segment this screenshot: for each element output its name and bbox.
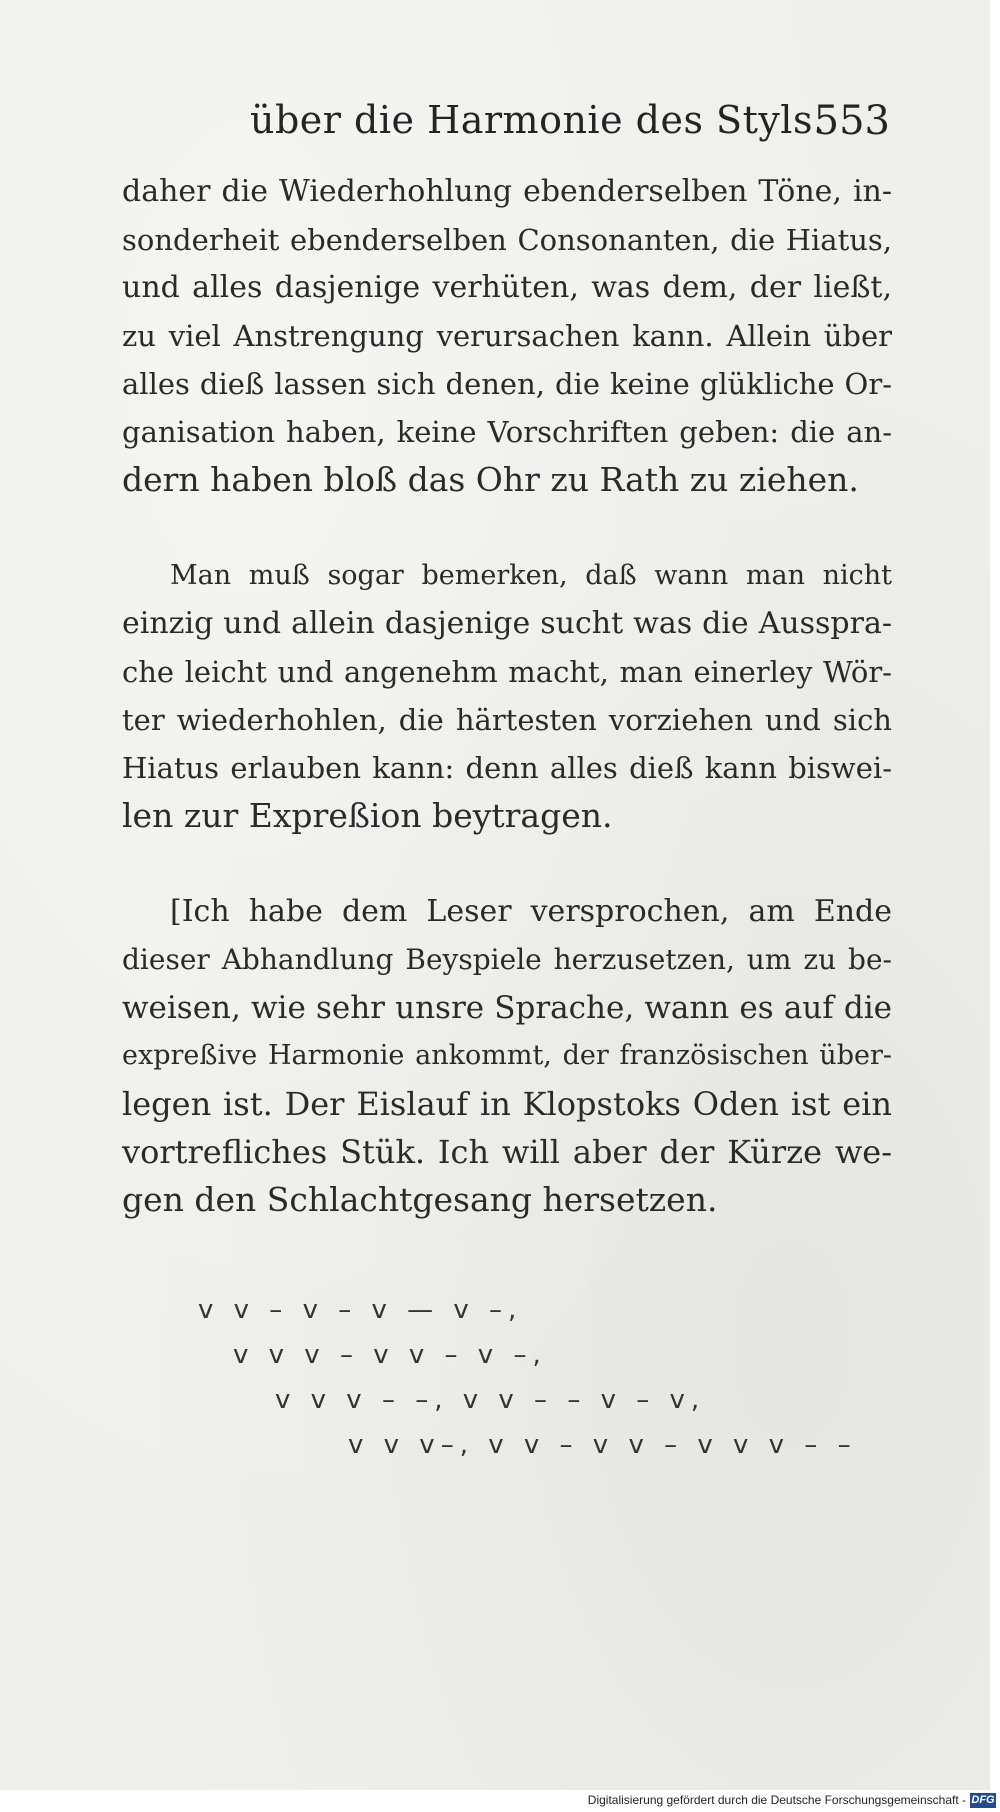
footer-bar xyxy=(0,1790,1000,1812)
text-line: gen den Schlachtgesang hersetzen. xyxy=(122,1180,718,1219)
meter-line: v v – v – v — v –, xyxy=(198,1295,523,1325)
text-line: [Ich habe dem Leser versprochen, am Ende xyxy=(170,894,892,929)
text-line: alles dieß lassen sich denen, die keine glükliche Or- xyxy=(122,367,892,401)
text-line: ganisation haben, keine Vorschriften geben: die an- xyxy=(122,415,892,449)
dfg-logo-icon: DFG xyxy=(971,1794,995,1806)
text-line: einzig und allein dasjenige sucht was die Ausspra- xyxy=(122,606,892,641)
text-line: Man muß sogar bemerken, daß wann man nicht xyxy=(170,560,892,591)
text-line: che leicht und angenehm macht, man einerley Wör- xyxy=(122,655,892,689)
paragraph-continuation xyxy=(122,168,892,504)
running-title: über die Harmonie des Styls. xyxy=(250,98,826,142)
text-line: sonderheit ebenderselben Consonanten, die Hiatus, xyxy=(122,223,892,257)
text-line: ter wiederhohlen, die härtesten vorziehen und sich xyxy=(122,703,892,737)
text-line: weisen, wie sehr unsre Sprache, wann es auf die xyxy=(122,990,892,1026)
text-line: dern haben bloß das Ohr zu Rath zu ziehen. xyxy=(122,460,859,499)
page-number: 553 xyxy=(813,98,890,144)
text-line: legen ist. Der Eislauf in Klopstoks Oden ist ein xyxy=(122,1085,892,1123)
meter-line: v v v – –, v v – – v – v, xyxy=(275,1385,706,1415)
text-line: vortrefliches Stük. Ich will aber der Kürze we- xyxy=(122,1133,892,1171)
text-line: zu viel Anstrengung verursachen kann. Allein über xyxy=(122,319,892,353)
page-header xyxy=(250,98,890,148)
text-line: daher die Wiederhohlung ebenderselben Töne, in- xyxy=(122,174,892,209)
meter-line: v v v – v v – v –, xyxy=(233,1340,547,1370)
digitization-credit: Digitalisierung gefördert durch die Deutsche Forschungsgemeinschaft - xyxy=(587,1793,966,1807)
text-line: dieser Abhandlung Beyspiele herzusetzen, um zu be- xyxy=(122,943,892,976)
text-line: Hiatus erlauben kann: denn alles dieß kann biswei- xyxy=(122,751,892,785)
paragraph xyxy=(122,888,892,1224)
meter-line: v v v–, v v – v v – v v v – – xyxy=(348,1430,857,1460)
text-line: expreßive Harmonie ankommt, der französischen über- xyxy=(122,1040,892,1071)
text-line: und alles dasjenige verhüten, was dem, der ließt, xyxy=(122,270,892,305)
body-text xyxy=(122,168,892,1224)
text-line: len zur Expreßion beytragen. xyxy=(122,796,613,835)
paragraph xyxy=(122,552,892,840)
